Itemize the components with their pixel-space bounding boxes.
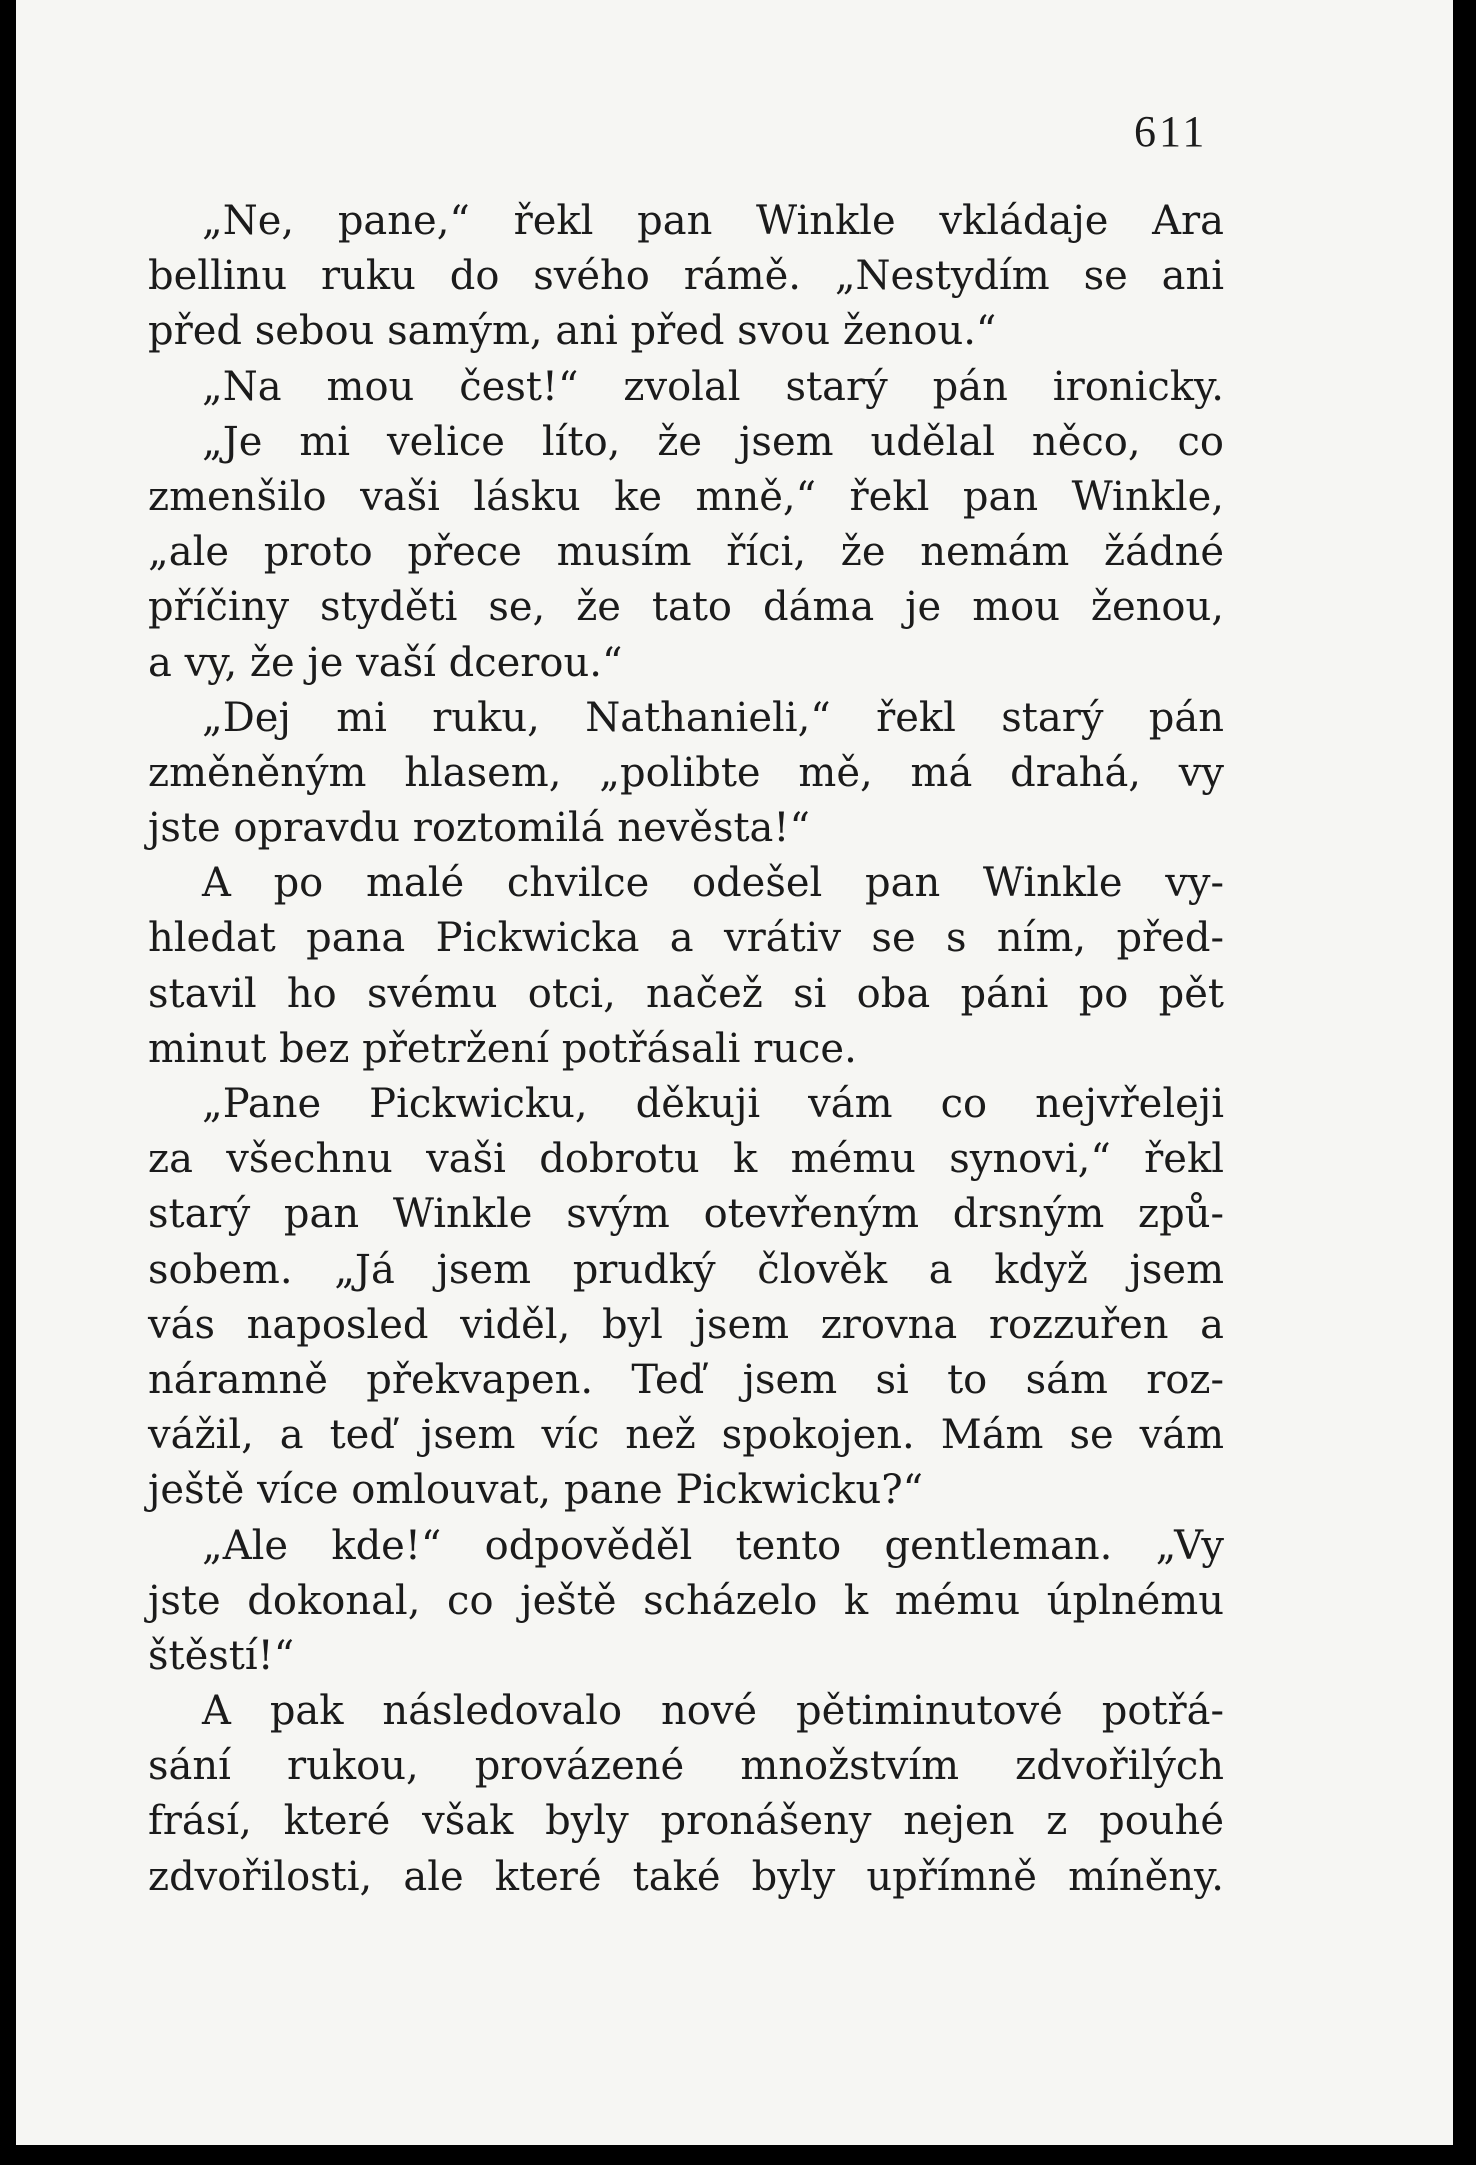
text-line: sobem. „Já jsem prudký člověk a když jsem [148, 1246, 1224, 1293]
text-line: za všechnu vaši dobrotu k mému synovi,“ řekl [148, 1136, 1224, 1183]
body-text [148, 194, 1224, 1905]
text-line: změněným hlasem, „polibte mě, má drahá, vy [148, 749, 1224, 796]
text-line: štěstí!“ [148, 1632, 295, 1679]
text-line: „Ne, pane,“ řekl pan Winkle vkládaje Ara [202, 198, 1224, 244]
text-line: ještě více omlouvat, pane Pickwicku?“ [148, 1467, 924, 1514]
text-line: bellinu ruku do svého rámě. „Nestydím se ani [148, 253, 1224, 300]
text-line: náramně překvapen. Teď jsem si to sám roz- [148, 1356, 1224, 1403]
text-line: minut bez přetržení potřásali ruce. [148, 1025, 857, 1072]
book-page [16, 0, 1453, 2145]
page-number: 611 [1134, 107, 1208, 156]
text-line: frásí, které však byly pronášeny nejen z pouhé [148, 1798, 1224, 1845]
text-line: stavil ho svému otci, načež si oba páni po pět [148, 970, 1224, 1017]
text-line: vážil, a teď jsem víc než spokojen. Mám se vám [148, 1412, 1224, 1459]
text-line: „Dej mi ruku, Nathanieli,“ řekl starý pán [202, 694, 1224, 741]
text-line: sání rukou, provázené množstvím zdvořilých [148, 1743, 1224, 1790]
text-line: zmenšilo vaši lásku ke mně,“ řekl pan Winkle, [148, 473, 1224, 520]
text-line: jste dokonal, co ještě scházelo k mému úplnému [148, 1577, 1224, 1624]
text-line: „Ale kde!“ odpověděl tento gentleman. „Vy [202, 1522, 1224, 1569]
text-line: „Pane Pickwicku, děkuji vám co nejvřeleji [202, 1081, 1224, 1127]
text-line: starý pan Winkle svým otevřeným drsným způ- [148, 1191, 1224, 1238]
text-line: před sebou samým, ani před svou ženou.“ [148, 308, 997, 355]
text-line: A po malé chvilce odešel pan Winkle vy- [202, 860, 1224, 907]
text-line: hledat pana Pickwicka a vrátiv se s ním, před- [148, 915, 1224, 962]
text-line: jste opravdu roztomilá nevěsta!“ [148, 805, 810, 852]
text-line: „ale proto přece musím říci, že nemám žádné [148, 529, 1224, 576]
text-line: a vy, že je vaší dcerou.“ [148, 639, 623, 686]
text-line: zdvořilosti, ale které také byly upřímně míněny. [148, 1853, 1224, 1900]
text-line: příčiny styděti se, že tato dáma je mou ženou, [148, 584, 1224, 631]
text-line: „Na mou čest!“ zvolal starý pán ironicky. [202, 363, 1224, 410]
text-line: A pak následovalo nové pětiminutové potřá- [202, 1688, 1224, 1735]
text-line: „Je mi velice líto, že jsem udělal něco, co [202, 418, 1224, 465]
text-line: vás naposled viděl, byl jsem zrovna rozzuřen a [148, 1301, 1224, 1348]
